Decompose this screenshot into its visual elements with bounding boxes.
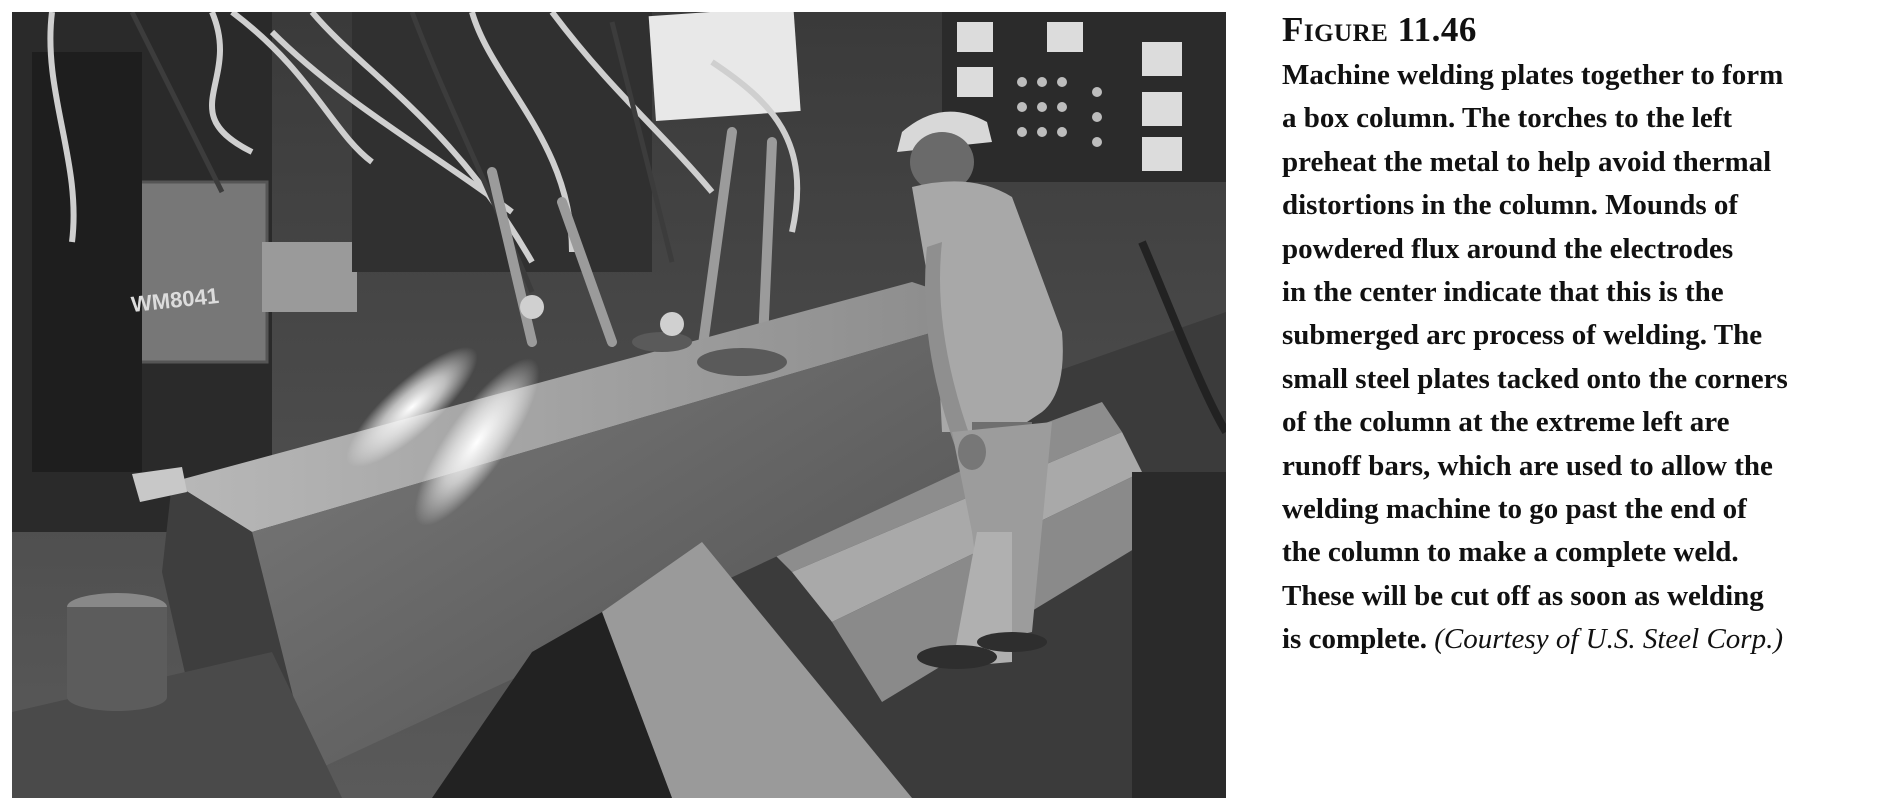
caption-line: of the column at the extreme left are — [1282, 406, 1730, 439]
caption-line: small steel plates tacked onto the corners — [1282, 362, 1788, 395]
caption-line: welding machine to go past the end of — [1282, 493, 1747, 526]
photo-credit: (Courtesy of U.S. Steel Corp.) — [1434, 623, 1783, 656]
caption-line: distortions in the column. Mounds of — [1282, 189, 1739, 222]
caption-line: preheat the metal to help avoid thermal — [1282, 145, 1772, 178]
caption-line: powdered flux around the electrodes — [1282, 232, 1734, 265]
posted-notice — [649, 12, 801, 121]
caption-line: Machine welding plates together to form — [1282, 59, 1784, 91]
figure-caption — [1282, 6, 1872, 662]
caption-last-line — [1282, 618, 1872, 661]
caption-line: the column to make a complete weld. — [1282, 536, 1739, 569]
caption-line: is complete. — [1282, 623, 1427, 656]
caption-line: submerged arc process of welding. The — [1282, 319, 1763, 352]
figure-label: Figure 11.46 — [1282, 10, 1477, 49]
caption-line: in the center indicate that this is the — [1282, 276, 1724, 309]
caption-line: runoff bars, which are used to allow the — [1282, 449, 1773, 482]
caption-text — [1282, 54, 1872, 662]
caption-line: These will be cut off as soon as welding — [1282, 579, 1764, 612]
welding-scene — [12, 12, 1226, 798]
welding-photo — [12, 12, 1226, 798]
machine-label: WM8041 — [129, 282, 221, 317]
caption-line: a box column. The torches to the left — [1282, 102, 1733, 135]
